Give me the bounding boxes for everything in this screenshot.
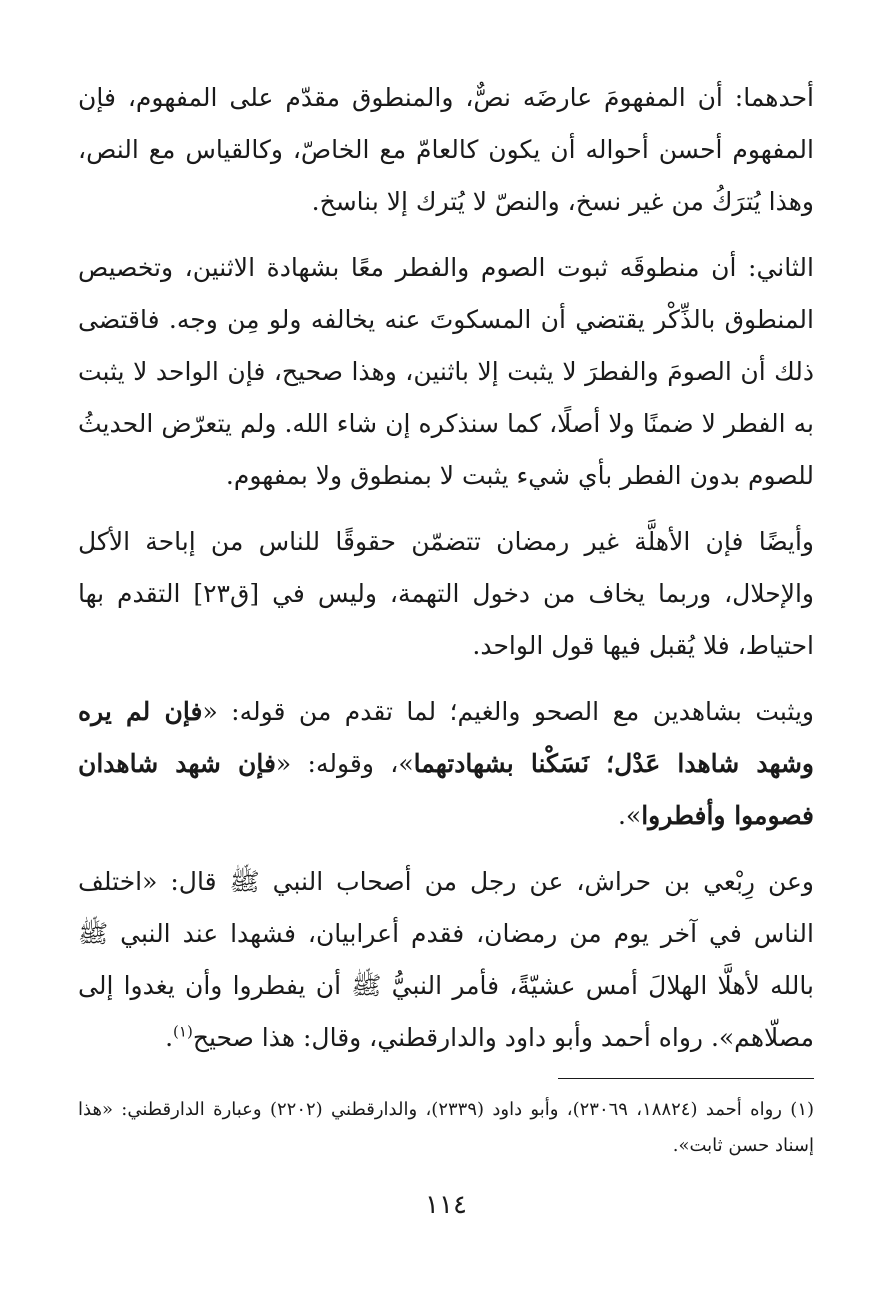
footnote-marker: (١) (173, 1022, 193, 1041)
paragraph-1-text: أحدهما: أن المفهومَ عارضَه نصٌّ، والمنطوق مقدّم على المفهوم، فإن المفهوم أحسن أحواله أن يكون كالعامّ مع الخاصّ، وكالقياس مع النص، وهذا يُترَكُ من غير نسخ، والنصّ لا يُترك إلا بناسخ. (78, 83, 814, 216)
paragraph-5 (78, 856, 814, 1064)
paragraph-2-text: الثاني: أن منطوقَه ثبوت الصوم والفطر معًا بشهادة الاثنين، وتخصيص المنطوق بالذِّكْر يقتضي أن المسكوتَ عنه يخالفه ولو مِن وجه. فاقتضى ذلك أن الصومَ والفطرَ لا يثبت إلا باثنين، وهذا صحيح، فإن الواحد لا يثبت به الفطر لا ضمنًا ولا أصلًا، كما سنذكره إن شاء الله. ولم يتعرّض الحديثُ للصوم بدون الفطر بأي شيء يثبت لا بمنطوق ولا بمفهوم. (78, 253, 814, 490)
paragraph-1 (78, 72, 814, 228)
hadith-quote-1: فإن لم يره وشهد شاهدا عَدْل؛ نَسَكْنا بشهادتهما (78, 697, 814, 778)
paragraph-4-end: ». (617, 801, 642, 830)
main-text (78, 72, 814, 1064)
paragraph-2 (78, 242, 814, 502)
paragraph-5-text: وعن رِبْعي بن حراش، عن رجل من أصحاب النبي ﷺ قال: «اختلف الناس في آخر يوم من رمضان، فقدم أعرابيان، فشهدا عند النبي ﷺ بالله لأهلَّا الهلالَ أمس عشيّةً، فأمر النبيُّ ﷺ أن يفطروا وأن يغدوا إلى مصلّاهم». رواه أحمد وأبو داود والدارقطني، وقال: هذا صحيح (78, 867, 814, 1052)
footnote (78, 1092, 814, 1164)
footnote-divider (558, 1078, 814, 1079)
paragraph-3-text: وأيضًا فإن الأهلَّة غير رمضان تتضمّن حقوقًا للناس من إباحة الأكل والإحلال، وربما يخاف من دخول التهمة، وليس في [ق٢٣] التقدم بها احتياط، فلا يُقبل فيها قول الواحد. (78, 527, 814, 660)
paragraph-4-middle: »، وقوله: « (275, 749, 414, 778)
paragraph-4-intro: ويثبت بشاهدين مع الصحو والغيم؛ لما تقدم من قوله: « (202, 697, 814, 726)
paragraph-5-end: . (165, 1023, 174, 1052)
paragraph-3 (78, 516, 814, 672)
page-number: ١١٤ (425, 1190, 467, 1220)
hadith-quote-2: فإن شهد شاهدان فصوموا وأفطروا (78, 749, 814, 830)
paragraph-4 (78, 686, 814, 842)
footnote-text: (١) رواه أحمد (١٨٨٢٤، ٢٣٠٦٩)، وأبو داود (٢٣٣٩)، والدارقطني (٢٢٠٢) وعبارة الدارقطني: «هذا إسناد حسن ثابت». (78, 1099, 815, 1156)
